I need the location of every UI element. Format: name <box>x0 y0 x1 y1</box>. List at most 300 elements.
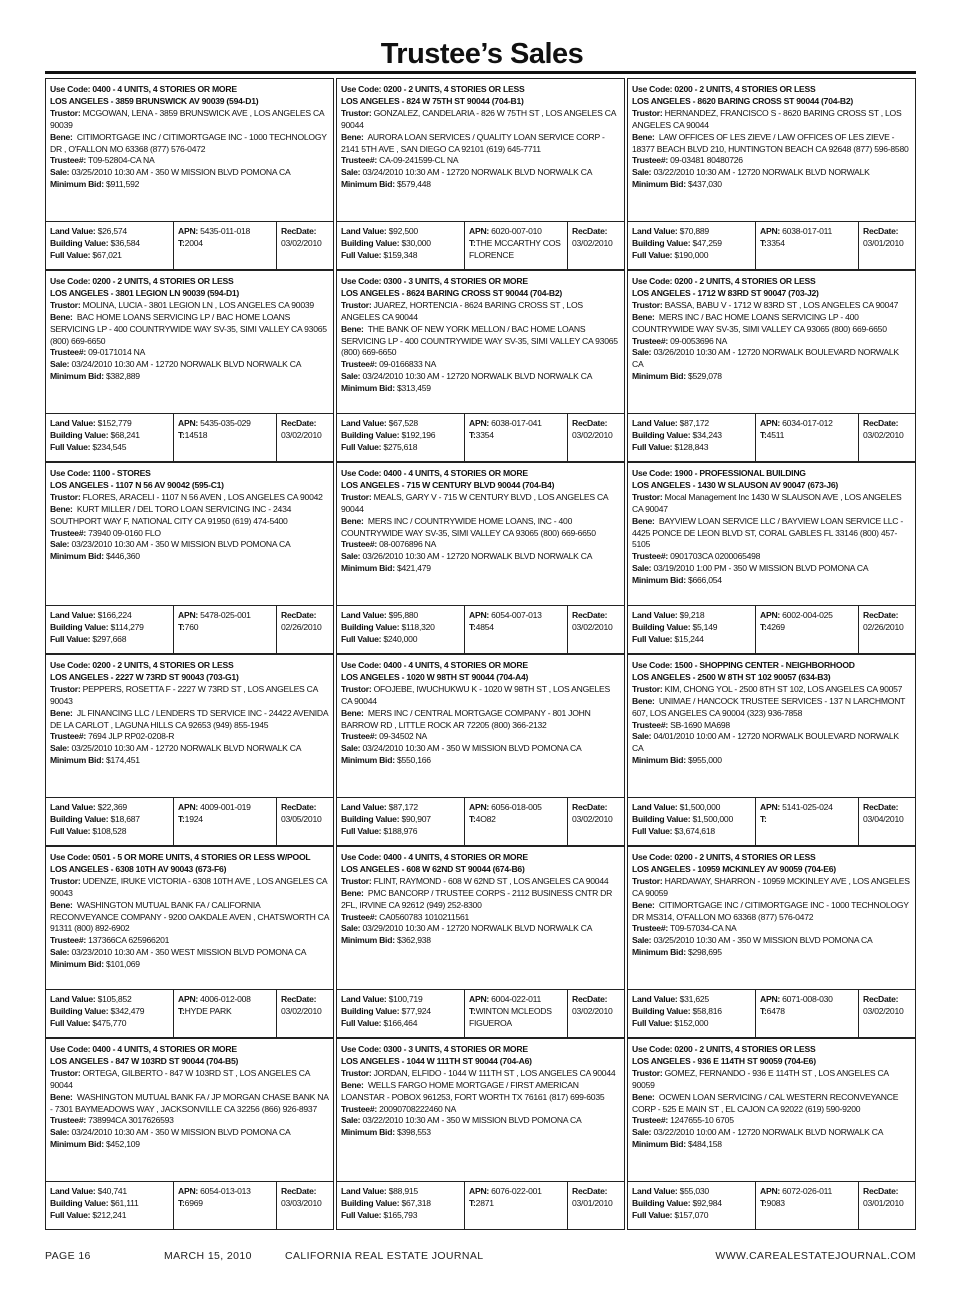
trustor-line <box>341 684 621 708</box>
recdate-column <box>568 606 624 653</box>
trustee-line <box>50 528 330 540</box>
bene-label: Bene: <box>632 695 655 706</box>
land-value-label: Land Value: <box>50 226 96 236</box>
bene-line <box>632 516 912 552</box>
listing-details <box>632 852 912 959</box>
values-column <box>337 990 465 1037</box>
recdate-column <box>568 798 624 845</box>
trustee-line <box>341 912 621 924</box>
use-code: Use Code: 0200 - 2 UNITS, 4 STORIES OR LESS <box>632 1044 816 1054</box>
apn-value: 4009-001-019 <box>200 802 251 812</box>
min-bid-value: $484,158 <box>687 1139 722 1150</box>
min-bid-line <box>632 371 912 383</box>
trustee-value: T09-57034-CA NA <box>669 923 737 934</box>
apn-column <box>756 1182 859 1229</box>
bene-label: Bene: <box>632 131 655 142</box>
bene-value: THE BANK OF NEW YORK MELLON / BAC HOME LOANS SERVICING LP - 400 COUNTRYWIDE WAY SV-35, SIMI VALLEY CA 93065 (800) 669-6650 <box>341 323 618 358</box>
trustee-label: Trustee#: <box>341 911 377 922</box>
trustee-value: 738994CA 3017626593 <box>88 1115 174 1126</box>
recdate-column <box>568 414 624 461</box>
recdate-label: RecDate: <box>863 610 899 620</box>
sale-label: Sale: <box>341 1115 361 1126</box>
building-value-label: Building Value: <box>50 237 109 248</box>
recdate-label: RecDate: <box>281 994 317 1004</box>
min-bid-line <box>632 755 912 767</box>
building-value: $118,320 <box>401 621 435 632</box>
listing-card <box>336 1038 625 1230</box>
tract-label: T: <box>178 813 185 824</box>
use-code: Use Code: 0400 - 4 UNITS, 4 STORIES OR MORE <box>341 660 528 670</box>
listing-details <box>632 660 912 767</box>
page-number: PAGE 16 <box>45 1250 91 1262</box>
bene-value: MERS INC / BAC HOME LOANS SERVICING LP - 400 COUNTRYWIDE WAY SV-35, SIMI VALLEY CA 93065 (800) 669-6650 <box>632 311 887 334</box>
min-bid-line <box>341 179 621 191</box>
bene-line <box>50 708 330 732</box>
min-bid-label: Minimum Bid: <box>341 383 395 394</box>
tract-value: 4269 <box>766 621 785 632</box>
use-code: Use Code: 0200 - 2 UNITS, 4 STORIES OR LESS <box>632 84 816 94</box>
land-value: $166,224 <box>97 610 132 620</box>
use-code: Use Code: 0300 - 3 UNITS, 4 STORIES OR MORE <box>341 1044 528 1054</box>
values-column <box>337 1182 465 1229</box>
recdate-column <box>859 222 915 269</box>
bene-line <box>632 1092 912 1116</box>
apn-column <box>465 222 568 269</box>
apn-column <box>465 1182 568 1229</box>
land-value: $9,218 <box>679 610 705 620</box>
min-bid-line <box>50 755 330 767</box>
valuation-row <box>46 605 333 653</box>
use-code: Use Code: 0400 - 4 UNITS, 4 STORIES OR MORE <box>341 468 528 478</box>
bene-line <box>50 900 330 936</box>
tract-label: T: <box>760 237 767 248</box>
min-bid-line <box>341 935 621 947</box>
land-value: $92,500 <box>388 226 418 236</box>
building-value-label: Building Value: <box>632 429 691 440</box>
valuation-row <box>337 221 624 269</box>
min-bid-value: $446,360 <box>105 551 140 562</box>
property-address: LOS ANGELES - 3801 LEGION LN 90039 (594-D1) <box>50 287 240 298</box>
tract-value: 2004 <box>184 237 203 248</box>
full-value: $190,000 <box>674 249 709 260</box>
bene-line <box>50 132 330 156</box>
min-bid-label: Minimum Bid: <box>632 947 686 958</box>
trustor-line <box>341 1068 621 1080</box>
bene-label: Bene: <box>341 707 364 718</box>
min-bid-line <box>50 551 330 563</box>
trustee-label: Trustee#: <box>50 935 86 946</box>
trustee-label: Trustee#: <box>632 335 668 346</box>
valuation-row <box>628 797 915 845</box>
property-address: LOS ANGELES - 1044 W 111TH ST 90044 (704-A6) <box>341 1055 532 1066</box>
min-bid-label: Minimum Bid: <box>632 755 686 766</box>
apn-value: 6004-022-011 <box>491 994 542 1004</box>
tract-label: T: <box>469 1005 476 1016</box>
apn-value: 6034-017-012 <box>782 418 833 428</box>
trustor-label: Trustor: <box>632 299 663 310</box>
min-bid-value: $666,054 <box>687 575 722 586</box>
trustor-label: Trustor: <box>341 683 372 694</box>
building-value: $114,279 <box>110 621 144 632</box>
use-code: Use Code: 1900 - PROFESSIONAL BUILDING <box>632 468 806 478</box>
trustee-label: Trustee#: <box>50 527 86 538</box>
trustor-label: Trustor: <box>341 107 372 118</box>
values-column <box>628 798 756 845</box>
sale-label: Sale: <box>50 539 70 550</box>
listing-details <box>341 660 621 767</box>
use-code: Use Code: 0400 - 4 UNITS, 4 STORIES OR MORE <box>50 1044 237 1054</box>
recdate-label: RecDate: <box>863 994 899 1004</box>
trustee-value: 7694 JLP RP02-0208-R <box>88 731 175 742</box>
recdate-column <box>859 606 915 653</box>
land-value: $95,880 <box>388 610 418 620</box>
bene-label: Bene: <box>341 1079 364 1090</box>
trustee-label: Trustee#: <box>341 1103 377 1114</box>
tract-value: 6969 <box>184 1197 203 1208</box>
tract-label: T: <box>760 1197 767 1208</box>
values-column <box>46 798 174 845</box>
recdate-value: 03/02/2010 <box>572 621 613 632</box>
sale-line <box>50 947 330 959</box>
sale-line <box>341 1115 621 1127</box>
listing-card <box>627 1038 916 1230</box>
trustor-label: Trustor: <box>632 1067 663 1078</box>
recdate-label: RecDate: <box>572 1186 608 1196</box>
bene-line <box>50 1092 330 1116</box>
full-value-label: Full Value: <box>632 441 673 452</box>
sale-line <box>632 167 912 179</box>
trustee-label: Trustee#: <box>341 539 377 550</box>
building-value: $90,907 <box>401 813 431 824</box>
land-value-label: Land Value: <box>632 418 678 428</box>
full-value: $166,464 <box>383 1017 418 1028</box>
building-value-label: Building Value: <box>632 1005 691 1016</box>
values-column <box>337 222 465 269</box>
sale-value: 03/24/2010 10:30 AM - 12720 NORWALK BLVD NORWALK CA <box>362 371 593 382</box>
listing-details <box>341 468 621 575</box>
recdate-value: 03/01/2010 <box>863 1197 904 1208</box>
building-value: $342,479 <box>110 1005 145 1016</box>
min-bid-label: Minimum Bid: <box>50 959 104 970</box>
land-value: $87,172 <box>679 418 709 428</box>
apn-value: 6020-007-010 <box>491 226 542 236</box>
sale-label: Sale: <box>341 167 361 178</box>
values-column <box>337 798 465 845</box>
use-code: Use Code: 0200 - 2 UNITS, 4 STORIES OR LESS <box>632 852 816 862</box>
trustor-value: BASSA, BABU V - 1712 W 83RD ST , LOS ANGELES CA 90047 <box>664 299 899 310</box>
min-bid-line <box>341 383 621 395</box>
trustee-line <box>632 1115 912 1127</box>
full-value: $240,000 <box>383 633 418 644</box>
trustee-value: 73940 09-0160 FLO <box>88 527 161 538</box>
apn-column <box>174 990 277 1037</box>
full-value-label: Full Value: <box>341 249 382 260</box>
trustee-line <box>341 155 621 167</box>
trustee-value: SB-1690 MA698 <box>670 719 730 730</box>
recdate-value: 03/02/2010 <box>572 237 613 248</box>
building-value-label: Building Value: <box>50 1197 109 1208</box>
valuation-row <box>337 989 624 1037</box>
min-bid-line <box>632 179 912 191</box>
listing-card <box>336 78 625 270</box>
valuation-row <box>628 1181 915 1229</box>
valuation-row <box>628 989 915 1037</box>
bene-label: Bene: <box>50 131 73 142</box>
property-address: LOS ANGELES - 936 E 114TH ST 90059 (704-E6) <box>632 1055 816 1066</box>
listing-details <box>50 1044 330 1151</box>
building-value: $47,259 <box>692 237 722 248</box>
building-value: $67,318 <box>401 1197 431 1208</box>
trustee-line <box>50 155 330 167</box>
recdate-column <box>859 990 915 1037</box>
listing-details <box>632 84 912 191</box>
building-value-label: Building Value: <box>341 1005 400 1016</box>
header-rule <box>45 71 916 74</box>
recdate-column <box>277 1182 333 1229</box>
sale-line <box>50 743 330 755</box>
trustor-line <box>632 876 912 900</box>
land-value-label: Land Value: <box>341 418 387 428</box>
trustee-line <box>50 935 330 947</box>
apn-value: 5435-035-029 <box>200 418 251 428</box>
apn-value: 6054-013-013 <box>200 1186 251 1196</box>
min-bid-value: $529,078 <box>687 371 722 382</box>
trustor-line <box>341 876 621 888</box>
use-code: Use Code: 0501 - 5 OR MORE UNITS, 4 STORIES OR LESS W/POOL <box>50 852 311 862</box>
building-value-label: Building Value: <box>341 237 400 248</box>
bene-label: Bene: <box>632 515 655 526</box>
apn-value: 6038-017-041 <box>491 418 542 428</box>
values-column <box>337 606 465 653</box>
min-bid-value: $298,695 <box>687 947 722 958</box>
trustor-label: Trustor: <box>341 491 372 502</box>
trustor-label: Trustor: <box>50 683 81 694</box>
trustee-line <box>50 347 330 359</box>
full-value: $188,976 <box>383 825 418 836</box>
bene-label: Bene: <box>632 899 655 910</box>
apn-column <box>465 606 568 653</box>
tract-label: T: <box>469 1197 476 1208</box>
valuation-row <box>46 797 333 845</box>
listing-card <box>627 78 916 270</box>
trustee-line <box>632 155 912 167</box>
use-code: Use Code: 0200 - 2 UNITS, 4 STORIES OR LESS <box>341 84 525 94</box>
recdate-value: 03/02/2010 <box>572 813 613 824</box>
bene-label: Bene: <box>632 311 655 322</box>
recdate-column <box>277 798 333 845</box>
trustee-label: Trustee#: <box>50 731 86 742</box>
trustee-line <box>341 731 621 743</box>
trustor-value: PEPPERS, ROSETTA F - 2227 W 73RD ST , LOS ANGELES CA 90043 <box>50 683 318 706</box>
building-value-label: Building Value: <box>341 621 400 632</box>
building-value-label: Building Value: <box>632 1197 691 1208</box>
min-bid-value: $911,592 <box>105 179 140 190</box>
building-value: $18,687 <box>110 813 140 824</box>
trustor-value: MEALS, GARY V - 715 W CENTURY BLVD , LOS ANGELES CA 90044 <box>341 491 608 514</box>
min-bid-value: $382,889 <box>105 371 140 382</box>
min-bid-value: $101,069 <box>105 959 140 970</box>
sale-value: 04/01/2010 10:00 AM - 12720 NORWALK BOULEVARD NORWALK CA <box>632 731 899 754</box>
building-value-label: Building Value: <box>50 1005 109 1016</box>
trustor-value: MOLINA, LUCIA - 3801 LEGION LN , LOS ANGELES CA 90039 <box>82 299 314 310</box>
full-value: $297,668 <box>92 633 127 644</box>
full-value-label: Full Value: <box>50 1017 91 1028</box>
listing-details <box>341 84 621 191</box>
trustor-line <box>632 492 912 516</box>
recdate-label: RecDate: <box>572 802 608 812</box>
sale-label: Sale: <box>50 359 70 370</box>
apn-column <box>756 414 859 461</box>
trustor-label: Trustor: <box>50 107 81 118</box>
building-value: $77,924 <box>401 1005 431 1016</box>
recdate-value: 02/26/2010 <box>281 621 322 632</box>
valuation-row <box>337 413 624 461</box>
full-value-label: Full Value: <box>50 825 91 836</box>
apn-label: APN: <box>178 226 199 236</box>
sale-label: Sale: <box>632 167 652 178</box>
land-value-label: Land Value: <box>50 610 96 620</box>
listing-card <box>45 846 334 1038</box>
trustor-line <box>50 876 330 900</box>
trustor-line <box>50 492 330 504</box>
sale-label: Sale: <box>341 551 361 562</box>
full-value-label: Full Value: <box>341 1017 382 1028</box>
sale-label: Sale: <box>50 743 70 754</box>
valuation-row <box>46 221 333 269</box>
trustor-label: Trustor: <box>341 875 372 886</box>
sale-value: 03/26/2010 10:30 AM - 12720 NORWALK BOULEVARD NORWALK CA <box>632 347 899 370</box>
listing-details <box>50 84 330 191</box>
recdate-column <box>568 1182 624 1229</box>
recdate-label: RecDate: <box>281 226 317 236</box>
trustee-value: 137366CA 625966201 <box>88 935 170 946</box>
apn-label: APN: <box>760 1186 781 1196</box>
sale-value: 03/25/2010 10:30 AM - 12720 NORWALK BLVD NORWALK CA <box>71 743 302 754</box>
trustor-line <box>50 108 330 132</box>
min-bid-label: Minimum Bid: <box>50 755 104 766</box>
bene-value: UNIMAE / HANCOCK TRUSTEE SERVICES - 137 N LARCHMONT 607, LOS ANGELES CA 90004 (323) 936-7858 <box>632 695 905 718</box>
trustor-value: ORTEGA, GILBERTO - 847 W 103RD ST , LOS ANGELES CA 90044 <box>50 1067 310 1090</box>
full-value: $128,843 <box>674 441 709 452</box>
full-value-label: Full Value: <box>341 633 382 644</box>
bene-label: Bene: <box>632 1091 655 1102</box>
sale-value: 03/25/2010 10:30 AM - 350 W MISSION BLVD POMONA CA <box>653 935 873 946</box>
valuation-row <box>628 221 915 269</box>
full-value-label: Full Value: <box>50 1209 91 1220</box>
min-bid-value: $955,000 <box>687 755 722 766</box>
trustee-line <box>632 923 912 935</box>
trustee-line <box>632 720 912 732</box>
sale-value: 03/19/2010 1:00 PM - 350 W MISSION BLVD POMONA CA <box>653 563 869 574</box>
tract-label: T: <box>760 1005 767 1016</box>
valuation-row <box>337 1181 624 1229</box>
recdate-value: 03/02/2010 <box>281 237 322 248</box>
values-column <box>46 990 174 1037</box>
sale-value: 03/29/2010 10:30 AM - 12720 NORWALK BLVD NORWALK CA <box>362 923 593 934</box>
building-value: $92,984 <box>692 1197 722 1208</box>
land-value: $152,779 <box>97 418 132 428</box>
recdate-column <box>568 222 624 269</box>
recdate-label: RecDate: <box>863 1186 899 1196</box>
listing-card <box>627 462 916 654</box>
property-address: LOS ANGELES - 1107 N 56 AV 90042 (595-C1) <box>50 479 224 490</box>
trustor-value: FLORES, ARACELI - 1107 N 56 AVEN , LOS ANGELES CA 90042 <box>82 491 323 502</box>
tract-value: THE MCCARTHY COS FLORENCE <box>469 237 561 260</box>
values-column <box>46 1182 174 1229</box>
trustee-label: Trustee#: <box>50 347 86 358</box>
trustee-label: Trustee#: <box>632 155 668 166</box>
valuation-row <box>46 413 333 461</box>
listing-card <box>45 270 334 462</box>
min-bid-line <box>632 1139 912 1151</box>
land-value-label: Land Value: <box>632 1186 678 1196</box>
bene-line <box>632 132 912 156</box>
sale-line <box>632 347 912 371</box>
trustee-value: 0901703CA 0200065498 <box>670 551 761 562</box>
bene-label: Bene: <box>341 323 364 334</box>
bene-value: AURORA LOAN SERVICES / QUALITY LOAN SERVICE CORP - 2141 5TH AVE , SAN DIEGO CA 92101 (619) 645-7711 <box>341 131 605 154</box>
tract-label: T: <box>178 237 185 248</box>
apn-column <box>174 414 277 461</box>
trustee-value: CA-09-241599-CL NA <box>379 155 459 166</box>
full-value-label: Full Value: <box>50 441 91 452</box>
trustee-line <box>50 731 330 743</box>
sale-line <box>632 935 912 947</box>
recdate-label: RecDate: <box>572 994 608 1004</box>
min-bid-label: Minimum Bid: <box>341 1127 395 1138</box>
recdate-value: 03/01/2010 <box>572 1197 613 1208</box>
trustee-line <box>341 359 621 371</box>
full-value: $165,793 <box>383 1209 418 1220</box>
bene-label: Bene: <box>341 887 364 898</box>
sale-label: Sale: <box>632 731 652 742</box>
land-value: $70,889 <box>679 226 709 236</box>
trustor-line <box>50 1068 330 1092</box>
listing-card <box>336 270 625 462</box>
trustee-label: Trustee#: <box>341 359 377 370</box>
bene-label: Bene: <box>50 503 73 514</box>
recdate-label: RecDate: <box>863 226 899 236</box>
apn-label: APN: <box>469 1186 490 1196</box>
recdate-column <box>277 222 333 269</box>
trustee-value: 08-0076896 NA <box>379 539 437 550</box>
apn-label: APN: <box>760 226 781 236</box>
min-bid-line <box>50 959 330 971</box>
building-value: $34,243 <box>692 429 722 440</box>
listing-card <box>336 462 625 654</box>
apn-label: APN: <box>178 418 199 428</box>
listing-card <box>627 654 916 846</box>
use-code: Use Code: 0200 - 2 UNITS, 4 STORIES OR LESS <box>50 660 234 670</box>
apn-value: 4006-012-008 <box>200 994 251 1004</box>
trustee-line <box>632 336 912 348</box>
land-value-label: Land Value: <box>632 802 678 812</box>
use-code: Use Code: 0300 - 3 UNITS, 4 STORIES OR MORE <box>341 276 528 286</box>
property-address: LOS ANGELES - 8620 BARING CROSS ST 90044 (704-B2) <box>632 95 853 106</box>
full-value: $15,244 <box>674 633 704 644</box>
sale-label: Sale: <box>632 563 652 574</box>
apn-value: 6056-018-005 <box>491 802 542 812</box>
apn-label: APN: <box>469 802 490 812</box>
trustee-label: Trustee#: <box>632 923 668 934</box>
land-value: $1,500,000 <box>679 802 721 812</box>
bene-line <box>50 504 330 528</box>
building-value: $1,500,000 <box>692 813 733 824</box>
land-value-label: Land Value: <box>632 226 678 236</box>
trustor-label: Trustor: <box>50 299 81 310</box>
bene-label: Bene: <box>50 311 73 322</box>
min-bid-line <box>341 755 621 767</box>
